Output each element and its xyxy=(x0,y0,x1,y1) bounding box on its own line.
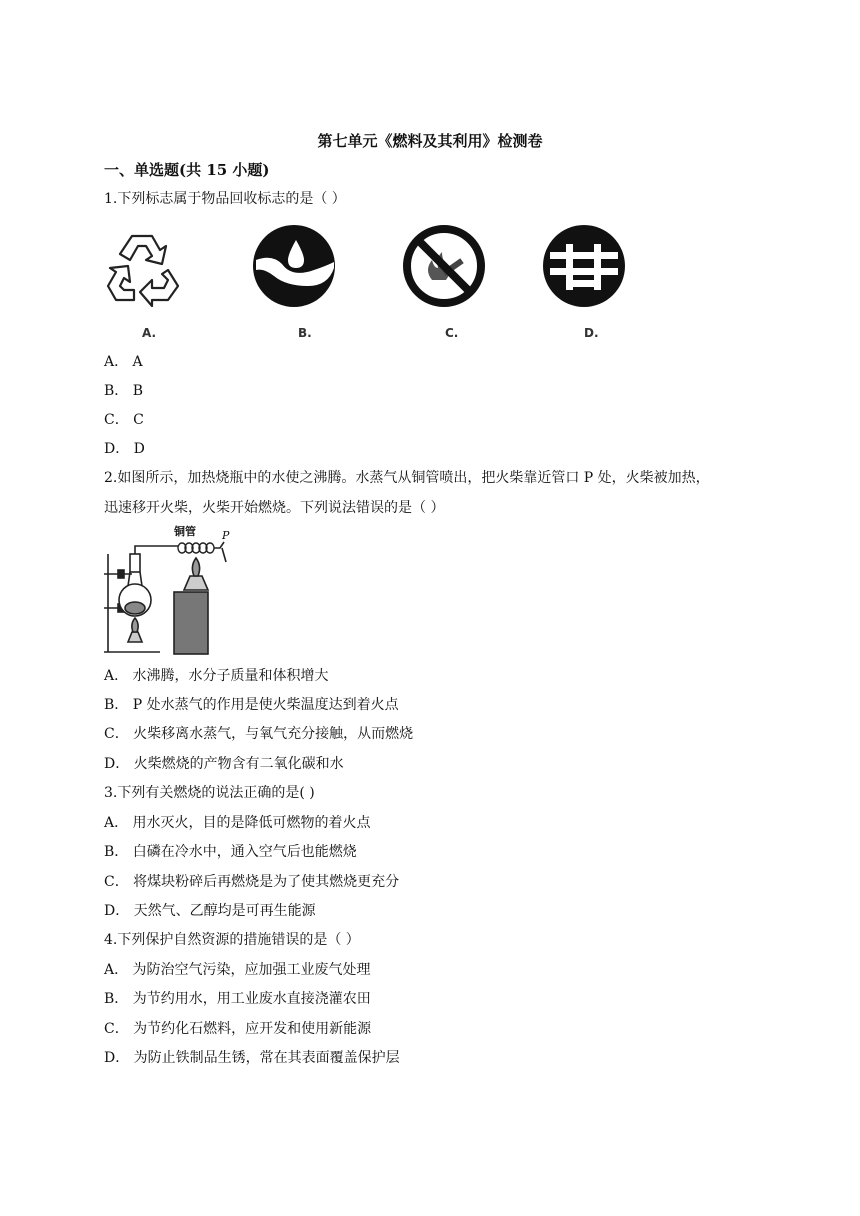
q2-option-b[interactable]: B． P 处水蒸气的作用是使火柴温度达到着火点 xyxy=(104,697,399,713)
question-2-stem-line-1: 2.如图所示，加热烧瓶中的水使之沸腾。水蒸气从铜管喷出，把火柴靠近管口 P 处，火柴被加热， xyxy=(104,470,710,486)
q1-option-b[interactable]: B． B xyxy=(104,383,144,399)
question-3-stem: 3.下列有关燃烧的说法正确的是( ) xyxy=(104,785,315,801)
question-4-stem: 4.下列保护自然资源的措施错误的是（ ） xyxy=(104,932,360,948)
q4-option-c[interactable]: C． 为节约化石燃料，应开发和使用新能源 xyxy=(104,1021,372,1037)
q1-option-c[interactable]: C． C xyxy=(104,412,144,428)
question-1-stem: 1.下列标志属于物品回收标志的是（ ） xyxy=(104,191,346,207)
option-image-label-b: B. xyxy=(298,326,312,340)
copper-tube-label: 铜管 xyxy=(174,525,196,538)
q3-option-d[interactable]: D． 天然气、乙醇均是可再生能源 xyxy=(104,903,316,919)
q4-option-a[interactable]: A． 为防治空气污染，应加强工业废气处理 xyxy=(104,962,371,978)
document-title: 第七单元《燃料及其利用》检测卷 xyxy=(317,132,543,150)
point-p-label: P xyxy=(222,529,230,542)
q3-option-b[interactable]: B． 白磷在冷水中，通入空气后也能燃烧 xyxy=(104,844,357,860)
no-fire-icon xyxy=(402,224,486,308)
q4-option-d[interactable]: D． 为防止铁制品生锈，常在其表面覆盖保护层 xyxy=(104,1050,400,1066)
q1-option-d[interactable]: D． D xyxy=(104,441,145,457)
option-image-label-d: D. xyxy=(584,326,599,340)
steam-apparatus-figure xyxy=(102,524,242,660)
recycle-icon xyxy=(102,224,186,308)
section-heading: 一、单选题(共 15 小题) xyxy=(104,161,270,179)
water-saving-icon xyxy=(252,224,336,308)
building-sign-icon xyxy=(542,224,626,308)
q3-option-c[interactable]: C． 将煤块粉碎后再燃烧是为了使其燃烧更充分 xyxy=(104,874,400,890)
option-image-label-c: C. xyxy=(445,326,459,340)
q2-option-a[interactable]: A． 水沸腾，水分子质量和体积增大 xyxy=(104,668,329,684)
option-image-label-a: A. xyxy=(142,326,157,340)
q2-option-c[interactable]: C． 火柴移离水蒸气，与氧气充分接触，从而燃烧 xyxy=(104,726,414,742)
steam-apparatus-drawing xyxy=(102,524,242,660)
question-2-stem-line-2: 迅速移开火柴，火柴开始燃烧。下列说法错误的是（ ） xyxy=(104,500,445,516)
q4-option-b[interactable]: B． 为节约用水，用工业废水直接浇灌农田 xyxy=(104,991,371,1007)
q3-option-a[interactable]: A． 用水灭火，目的是降低可燃物的着火点 xyxy=(104,815,371,831)
q2-option-d[interactable]: D． 火柴燃烧的产物含有二氧化碳和水 xyxy=(104,756,344,772)
q1-option-a[interactable]: A． A xyxy=(104,354,143,370)
